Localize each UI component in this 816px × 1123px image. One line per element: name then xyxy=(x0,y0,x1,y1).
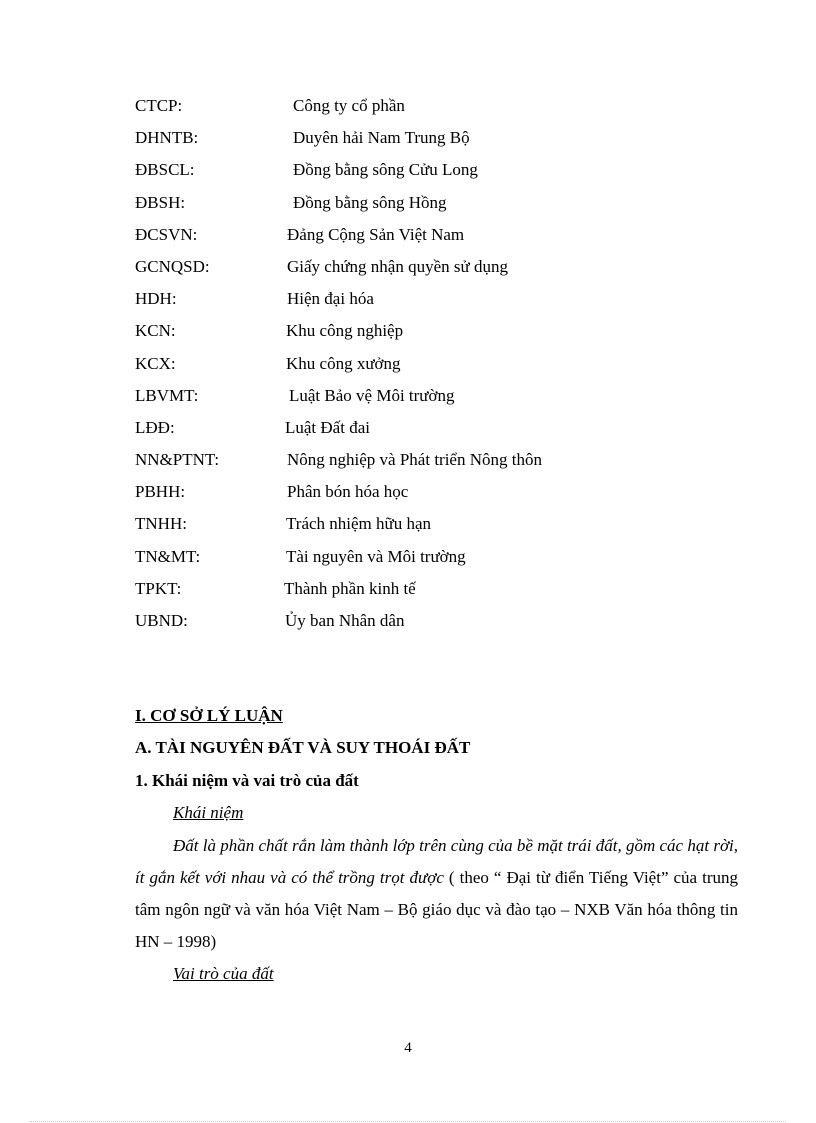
abbreviation-value: Tài nguyên và Môi trường xyxy=(286,546,466,566)
abbreviation-row xyxy=(135,543,735,575)
abbreviation-value: Hiện đại hóa xyxy=(287,289,374,309)
abbreviation-key: HDH: xyxy=(135,289,177,309)
abbreviation-row xyxy=(135,414,735,446)
role-label: Vai trò của đất xyxy=(173,964,274,983)
abbreviation-value: Phân bón hóa học xyxy=(287,482,409,502)
definition-source: ( theo “ Đại từ điển Tiếng Việt” của trung tâm ngôn ngữ và văn hóa Việt Nam – Bộ giáo dục và đào tạo – NXB Văn hóa thông tin HN – 1998) xyxy=(135,868,738,951)
abbreviation-key: TPKT: xyxy=(135,578,182,598)
abbreviation-value: Duyên hải Nam Trung Bộ xyxy=(293,128,470,148)
abbreviation-key: GCNQSD: xyxy=(135,256,210,276)
abbreviation-row xyxy=(135,253,735,285)
abbreviation-row xyxy=(135,350,735,382)
abbreviation-key: UBND: xyxy=(135,611,188,630)
abbreviation-key: LĐĐ: xyxy=(135,417,175,437)
abbreviation-value: Luật Đất đai xyxy=(285,417,370,437)
abbreviation-row xyxy=(135,156,735,188)
abbreviation-key: KCN: xyxy=(135,321,176,341)
section-heading-1: I. CƠ SỞ LÝ LUẬN xyxy=(135,706,283,725)
abbreviation-row xyxy=(135,189,735,221)
abbreviation-row xyxy=(135,510,735,542)
concept-label: Khái niệm xyxy=(173,803,244,822)
abbreviation-row xyxy=(135,575,735,607)
abbreviation-value: Khu công xưởng xyxy=(286,353,401,373)
abbreviation-key: TNHH: xyxy=(135,514,187,534)
abbreviation-row xyxy=(135,382,735,414)
section-heading-3: 1. Khái niệm và vai trò của đất xyxy=(135,771,359,790)
definition-text: Đất là phần chất rắn làm thành lớp trên cùng của bề mặt trái đất, gồm các hạt rời, ít gắn kết với nhau và có thể trồng trọt được xyxy=(135,836,738,887)
abbreviation-value: Luật Bảo vệ Môi trường xyxy=(289,385,455,405)
abbreviation-value: Nông nghiệp và Phát triển Nông thôn xyxy=(287,450,542,470)
abbreviation-row xyxy=(135,446,735,478)
section-heading-2: A. TÀI NGUYÊN ĐẤT VÀ SUY THOÁI ĐẤT xyxy=(135,738,471,757)
abbreviation-row xyxy=(135,285,735,317)
definition-paragraph xyxy=(135,830,738,958)
abbreviation-key: DHNTB: xyxy=(135,128,199,148)
abbreviation-row xyxy=(135,478,735,510)
abbreviation-key: NN&PTNT: xyxy=(135,450,220,470)
abbreviation-value: Công ty cổ phần xyxy=(293,96,405,115)
abbreviation-value: Khu công nghiệp xyxy=(286,321,404,341)
abbreviation-key: PBHH: xyxy=(135,482,186,502)
abbreviation-row xyxy=(135,92,735,124)
abbreviation-row xyxy=(135,124,735,156)
abbreviation-value: Đồng bằng sông Cửu Long xyxy=(293,160,478,180)
abbreviation-key: ĐBSH: xyxy=(135,192,186,212)
abbreviation-value: Đảng Cộng Sản Việt Nam xyxy=(287,224,465,244)
abbreviation-row xyxy=(135,221,735,253)
abbreviation-key: ĐCSVN: xyxy=(135,224,198,244)
abbreviation-value: Ủy ban Nhân dân xyxy=(285,611,405,630)
abbreviation-row xyxy=(135,317,735,349)
page-bottom-divider xyxy=(30,1121,786,1122)
abbreviation-value: Giấy chứng nhận quyền sử dụng xyxy=(287,256,508,276)
abbreviation-key: TN&MT: xyxy=(135,546,201,566)
abbreviation-value: Thành phần kinh tế xyxy=(284,578,416,598)
abbreviation-key: KCX: xyxy=(135,353,176,373)
abbreviation-key: LBVMT: xyxy=(135,385,199,405)
abbreviation-key: ĐBSCL: xyxy=(135,160,195,180)
abbreviation-list xyxy=(135,92,735,639)
abbreviation-value: Trách nhiệm hữu hạn xyxy=(286,514,432,534)
abbreviation-value: Đồng bằng sông Hồng xyxy=(293,192,447,212)
abbreviation-key: CTCP: xyxy=(135,96,183,115)
abbreviation-row xyxy=(135,607,735,639)
page-number: 4 xyxy=(404,1040,412,1056)
